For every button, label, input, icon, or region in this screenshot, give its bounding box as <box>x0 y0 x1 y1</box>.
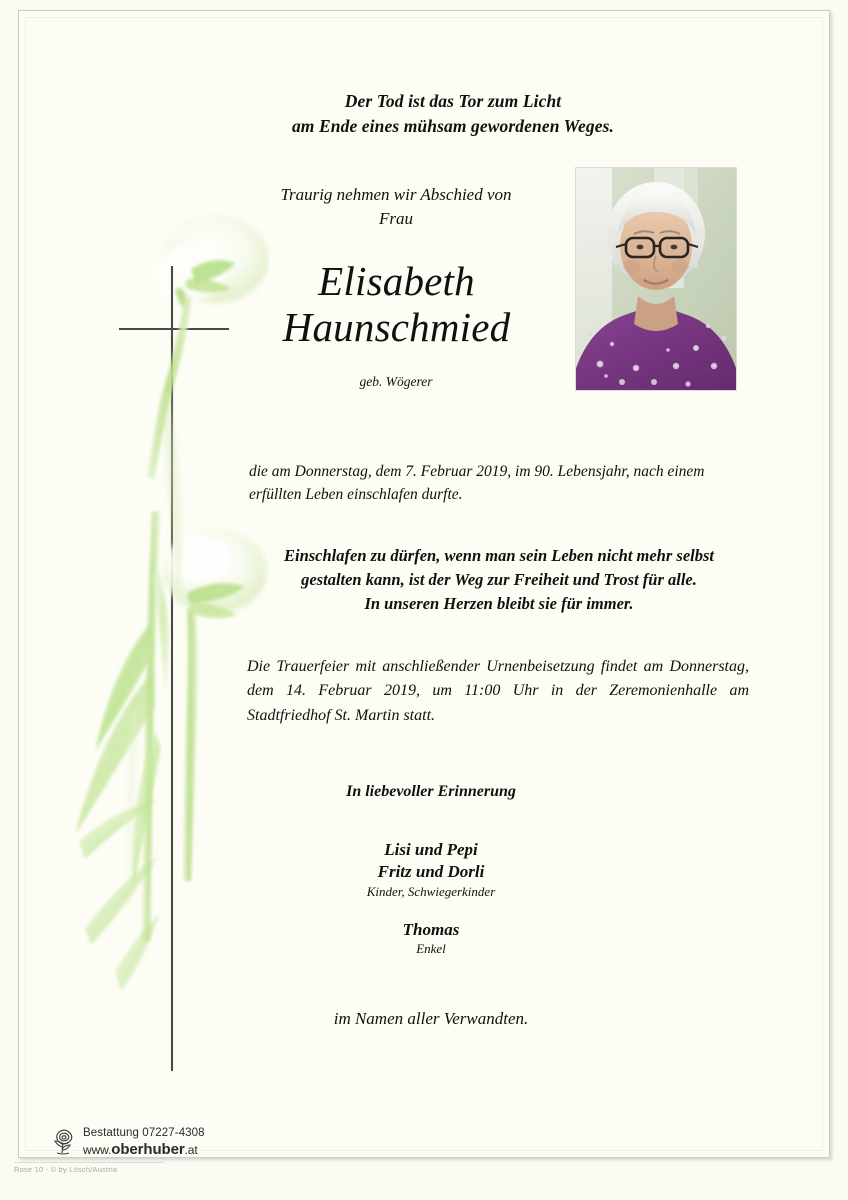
mourner-group <box>231 919 631 959</box>
deceased-first-name: Elisabeth <box>318 258 475 304</box>
website-prefix: www. <box>83 1142 112 1157</box>
undertaker-phone: Bestattung 07227-4308 <box>83 1127 205 1139</box>
undertaker-website <box>83 1140 198 1158</box>
memorial-poem: Einschlafen zu dürfen, wenn man sein Leben nicht mehr selbst gestalten kann, ist der Weg zur Freiheit und Trost für alle. In unseren Herzen bleibt sie für immer. <box>284 546 714 614</box>
mourner-names: Thomas <box>402 919 460 939</box>
mourner-relation: Kinder, Schwiegerkinder <box>366 883 496 899</box>
closing-line: im Namen aller Verwandten. <box>333 1009 529 1028</box>
mourners-list <box>231 839 631 977</box>
mourner-relation: Enkel <box>416 941 446 957</box>
memorial-card <box>18 10 830 1158</box>
death-notice: die am Donnerstag, dem 7. Februar 2019, im 90. Lebensjahr, nach einem erfüllten Leben einschlafen durfte. <box>249 463 705 503</box>
mourner-names: Lisi und Pepi Fritz und Dorli <box>377 840 485 881</box>
website-brand: oberhuber <box>111 1140 185 1158</box>
print-credit: Rose 10 - © by Lösch/Austria <box>14 1165 118 1174</box>
rose-emblem-icon <box>51 1127 77 1155</box>
portrait-photo <box>576 168 736 390</box>
farewell-line: Traurig nehmen wir Abschied von Frau <box>280 185 512 229</box>
credit-divider <box>14 1162 164 1163</box>
service-details: Die Trauerfeier mit anschließender Urnenbeisetzung findet am Donnerstag, dem 14. Februar 2019, um 11:00 Uhr in der Zeremonienhalle am Stadtfriedhof St. Martin statt. <box>247 658 749 724</box>
undertaker-logo <box>51 1123 205 1159</box>
mourner-group <box>231 839 631 901</box>
deceased-name <box>209 259 584 351</box>
memory-heading: In liebevoller Erinnerung <box>346 783 516 800</box>
maiden-name: geb. Wögerer <box>359 374 433 389</box>
website-suffix: .at <box>184 1142 198 1157</box>
deceased-last-name: Haunschmied <box>282 303 511 350</box>
undertaker-logo-text <box>83 1123 205 1159</box>
opening-verse: Der Tod ist das Tor zum Licht am Ende eines mühsam gewordenen Weges. <box>291 91 615 136</box>
card-content <box>19 11 831 1159</box>
